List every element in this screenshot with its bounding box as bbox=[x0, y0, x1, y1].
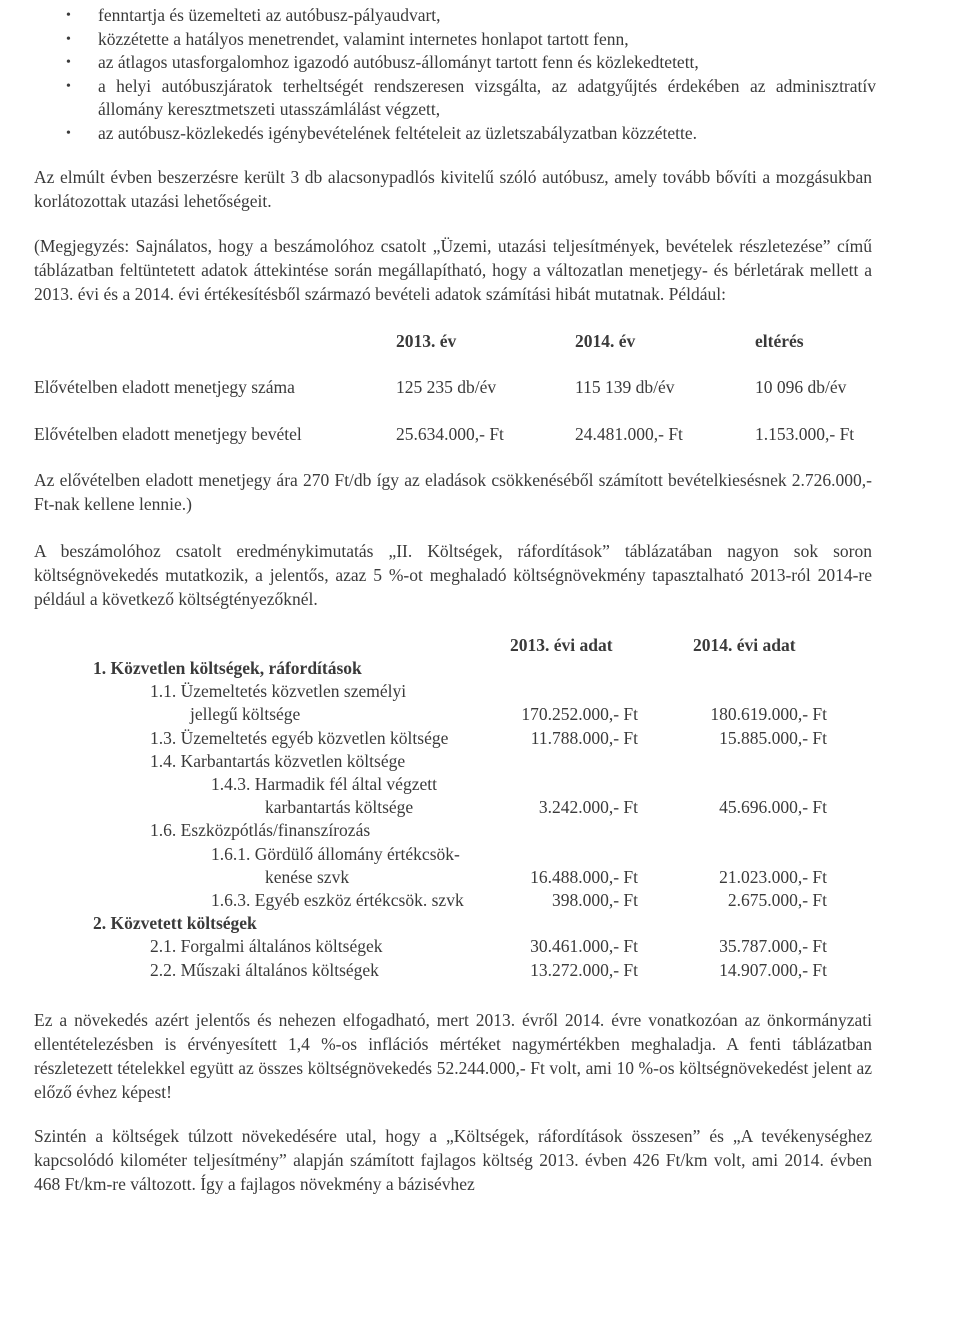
cost-row-label: 1.4.3. Harmadik fél által végzett bbox=[211, 774, 437, 794]
cost-row-label: 1.3. Üzemeltetés egyéb közvetlen költsége bbox=[150, 727, 449, 748]
cost-value-2014: 14.907.000,- Ft bbox=[719, 959, 827, 980]
column-header: 2013. év bbox=[396, 331, 457, 351]
bullet-item: • az autóbusz-közlekedés igénybevételének feltételeit az üzletszabályzatban közzétette. bbox=[66, 122, 876, 146]
paragraph-revenue-note: Az elővételben eladott menetjegy ára 270 Ft/db így az eladások csökkenéséből számított bevételkiesésnek 2.726.000,- Ft-nak kellene lennie.) bbox=[34, 470, 872, 514]
paragraph-note: (Megjegyzés: Sajnálatos, hogy a beszámolóhoz csatolt „Üzemi, utazási teljesítmények, bevételek részletezése” című táblázatban feltüntetett adatok áttekintése során megállapítható, hogy a változatlan menetjegy- és bérletárak mellett a 2013. évi és a 2014. évi értékesítésből származó bevételi adatok számítási hibát mutatnak. Például: bbox=[34, 236, 872, 304]
table-cell: 1.153.000,- Ft bbox=[755, 424, 855, 444]
bullet-list bbox=[66, 4, 876, 145]
cost-value-2014: 2.675.000,- Ft bbox=[727, 890, 827, 910]
table-cell: 25.634.000,- Ft bbox=[396, 424, 504, 444]
cost-row-label: kenése szvk bbox=[265, 866, 350, 887]
column-header: eltérés bbox=[755, 331, 804, 351]
cost-value-2013: 398.000,- Ft bbox=[551, 890, 638, 910]
cost-row-label: 1.6.1. Gördülő állomány értékcsök- bbox=[211, 843, 460, 864]
cost-row-label: 2.2. Műszaki általános költségek bbox=[150, 959, 379, 980]
row-label: Elővételben eladott menetjegy bevétel bbox=[34, 424, 302, 444]
table-cell: 115 139 db/év bbox=[575, 377, 675, 397]
row-label: Elővételben eladott menetjegy száma bbox=[34, 377, 295, 397]
cost-row-label: 1.6. Eszközpótlás/finanszírozás bbox=[150, 820, 371, 841]
column-header: 2014. évi adat bbox=[693, 635, 796, 655]
paragraph-unit-cost: Szintén a költségek túlzott növekedésére utal, hogy a „Költségek, ráfordítások összesen” és „A tevékenységhez kapcsolódó kilométer teljesítmény” alapján számított fajlagos költség 2013. évben 426 Ft/km volt, ami 2014. évben 468 Ft/km-re változott. Így a fajlagos növekmény a bázisévhez bbox=[34, 1126, 872, 1194]
table-cell: 24.481.000,- Ft bbox=[575, 424, 683, 444]
cost-value-2014: 35.787.000,- Ft bbox=[719, 936, 827, 957]
cost-value-2014: 45.696.000,- Ft bbox=[719, 797, 827, 818]
paragraph-new-buses: Az elmúlt évben beszerzésre került 3 db alacsonypadlós kivitelű szóló autóbusz, amely tovább bővíti a mozgásukban korlátozottak utazási lehetőségeit. bbox=[34, 167, 872, 211]
cost-value-2013: 170.252.000,- Ft bbox=[521, 704, 638, 725]
cost-row-label: 1.6.3. Egyéb eszköz értékcsök. szvk bbox=[211, 890, 464, 910]
cost-value-2013: 13.272.000,- Ft bbox=[530, 959, 638, 980]
column-header: 2013. évi adat bbox=[510, 635, 613, 655]
table-cell: 10 096 db/év bbox=[755, 377, 847, 397]
cost-row-label: 2.1. Forgalmi általános költségek bbox=[150, 936, 383, 957]
cost-row-label: 1. Közvetlen költségek, ráfordítások bbox=[93, 658, 362, 678]
bullet-item: • fenntartja és üzemelteti az autóbusz-pályaudvart, bbox=[66, 4, 876, 28]
cost-value-2013: 30.461.000,- Ft bbox=[530, 936, 638, 957]
cost-row-label: 1.4. Karbantartás közvetlen költsége bbox=[150, 750, 406, 771]
bullet-item: • a helyi autóbuszjáratok terheltségét rendszeresen vizsgálta, az adatgyűjtés érdekében az adminisztratív állomány keresztmetszeti utasszámlálást végzett, bbox=[66, 75, 876, 122]
column-header: 2014. év bbox=[575, 331, 636, 351]
paragraph-costs-intro: A beszámolóhoz csatolt eredménykimutatás „II. Költségek, ráfordítások” táblázatában nagyon sok soron költségnövekedés mutatkozik, a jelentős, azaz 5 %-ot meghaladó költségnövekmény tapasztalható 2013-ról 2014-re például a következő költségtényezőknél. bbox=[34, 541, 872, 609]
bullet-item: • közzétette a hatályos menetrendet, valamint internetes honlapot tartott fenn, bbox=[66, 28, 876, 52]
cost-value-2014: 21.023.000,- Ft bbox=[719, 866, 827, 887]
cost-value-2013: 11.788.000,- Ft bbox=[530, 727, 638, 748]
cost-value-2013: 16.488.000,- Ft bbox=[530, 866, 638, 887]
paragraph-increase: Ez a növekedés azért jelentős és nehezen elfogadható, mert 2013. évről 2014. évre vonatkozóan az önkormányzati ellentételezésben is érvényesített 1,4 %-os inflációs mértéket nagymértékben meghaladja. A fenti táblázatban részletezett tételekkel együtt az összes költségnövekedés 52.244.000,- Ft volt, ami 10 %-os költségnövekedést jelent az előző évhez képest! bbox=[34, 1010, 872, 1102]
cost-value-2013: 3.242.000,- Ft bbox=[538, 797, 638, 818]
bullet-item: • az átlagos utasforgalomhoz igazodó autóbusz-állományt tartott fenn és közlekedtetett, bbox=[66, 51, 876, 75]
table-cell: 125 235 db/év bbox=[396, 377, 497, 397]
cost-value-2014: 180.619.000,- Ft bbox=[710, 704, 827, 725]
cost-row-label: karbantartás költsége bbox=[265, 797, 414, 818]
cost-row-label: jellegű költsége bbox=[190, 704, 301, 725]
cost-value-2014: 15.885.000,- Ft bbox=[719, 727, 827, 748]
cost-row-label: 2. Közvetett költségek bbox=[93, 913, 257, 934]
cost-row-label: 1.1. Üzemeltetés közvetlen személyi bbox=[150, 681, 407, 702]
